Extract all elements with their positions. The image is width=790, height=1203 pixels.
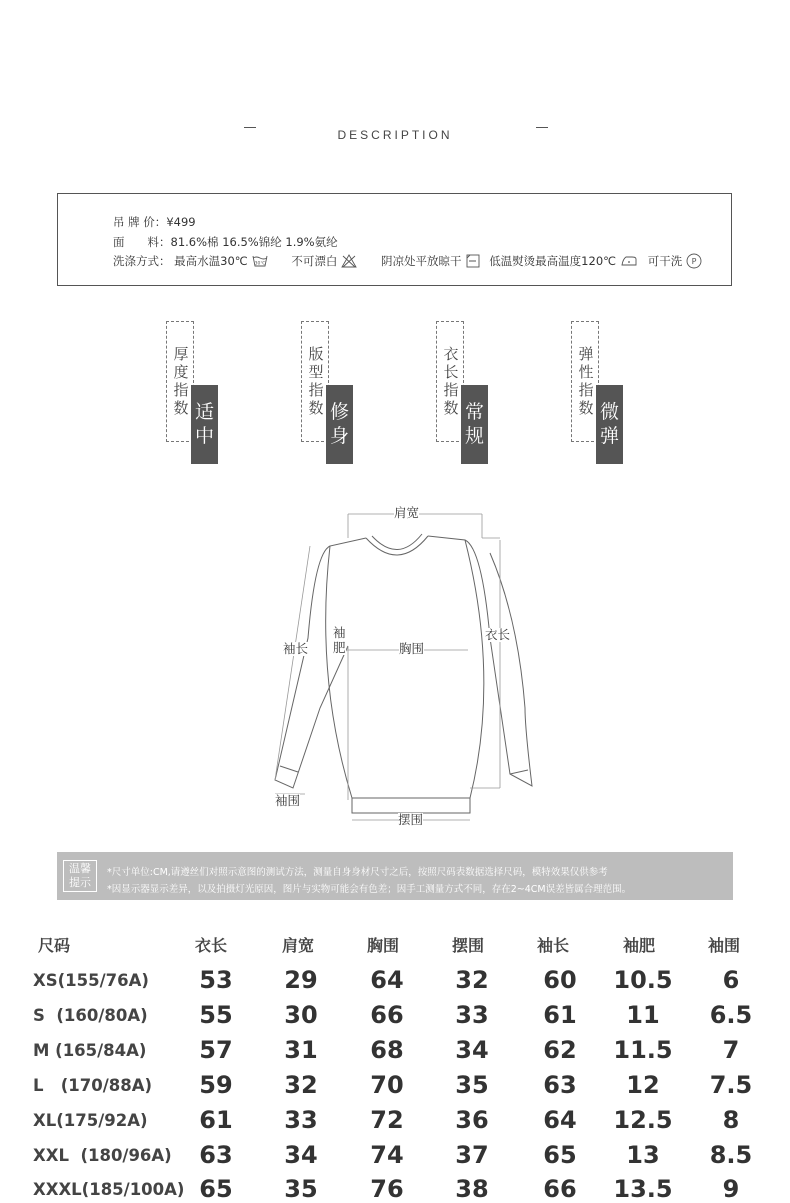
label-sleeve-length: 袖长 — [283, 641, 309, 656]
table-header-bicep: 袖肥 — [623, 936, 656, 955]
table-value-cell: 33 — [284, 1106, 318, 1134]
index-label: 衣长指数 — [443, 345, 459, 417]
table-value-cell: 8 — [722, 1106, 740, 1134]
fabric-label: 面 料： — [113, 235, 171, 249]
table-value-cell: 72 — [370, 1106, 404, 1134]
index-value-box — [191, 385, 218, 464]
index-length — [436, 321, 501, 464]
table-value-cell: 60 — [543, 966, 577, 994]
table-value-cell: 76 — [370, 1175, 404, 1203]
fabric-row — [113, 234, 338, 250]
table-value-cell: 32 — [455, 966, 489, 994]
table-value-cell: 10.5 — [613, 966, 673, 994]
dry-flat-shade-icon — [466, 254, 480, 268]
care-row — [113, 253, 708, 269]
label-shoulder: 肩宽 — [394, 505, 420, 520]
table-value-cell: 66 — [543, 1175, 577, 1203]
iron-low-icon — [620, 255, 638, 267]
label-cuff: 袖围 — [275, 793, 301, 808]
care-text-dryclean: 可干洗 — [647, 254, 683, 268]
table-value-cell: 12.5 — [613, 1106, 673, 1134]
index-value: 适中 — [194, 401, 214, 447]
svg-text:P: P — [691, 257, 697, 266]
table-value-cell: 13 — [626, 1141, 660, 1169]
table-size-cell: XS(155/76A) — [33, 971, 149, 990]
label-bicep-2: 肥 — [333, 640, 346, 655]
care-text-bleach: 不可漂白 — [291, 254, 338, 268]
label-bicep-1: 袖 — [333, 625, 346, 640]
table-value-cell: 61 — [543, 1001, 577, 1029]
index-value-box — [596, 385, 623, 464]
table-value-cell: 38 — [455, 1175, 489, 1203]
table-value-cell: 33 — [455, 1001, 489, 1029]
price-row — [113, 214, 196, 230]
table-header-length: 衣长 — [195, 936, 228, 955]
care-item-dryclean — [648, 253, 709, 269]
care-item-dry — [381, 253, 486, 269]
table-value-cell: 55 — [199, 1001, 233, 1029]
table-value-cell: 74 — [370, 1141, 404, 1169]
table-value-cell: 68 — [370, 1036, 404, 1064]
index-value: 常规 — [464, 401, 484, 447]
table-header-size: 尺码 — [38, 936, 71, 955]
dry-clean-p-icon — [686, 253, 702, 269]
table-value-cell: 64 — [370, 966, 404, 994]
table-value-cell: 35 — [284, 1175, 318, 1203]
table-header-chest: 胸围 — [367, 936, 400, 955]
table-value-cell: 53 — [199, 966, 233, 994]
table-value-cell: 36 — [455, 1106, 489, 1134]
label-chest: 胸围 — [399, 641, 425, 656]
table-value-cell: 64 — [543, 1106, 577, 1134]
index-label: 弹性指数 — [578, 345, 594, 417]
care-label: 洗涤方式： — [113, 254, 171, 268]
table-value-cell: 8.5 — [709, 1141, 753, 1169]
garment-measurement-diagram — [270, 498, 540, 837]
table-value-cell: 34 — [455, 1036, 489, 1064]
label-length: 衣长 — [485, 627, 511, 642]
svg-text:30℃: 30℃ — [254, 261, 266, 267]
table-header-cuff: 袖围 — [708, 936, 741, 955]
index-fit — [301, 321, 366, 464]
table-size-cell: M (165/84A) — [33, 1041, 147, 1060]
table-size-cell: XXL (180/96A) — [33, 1146, 172, 1165]
table-value-cell: 34 — [284, 1141, 318, 1169]
index-value-box — [326, 385, 353, 464]
product-info-box — [57, 193, 732, 286]
table-size-cell: XXXL(185/100A) — [33, 1180, 185, 1199]
tip-badge-line-1: 温馨 — [69, 862, 91, 875]
price-value: ¥499 — [166, 215, 196, 229]
table-header-sleeve-length: 袖长 — [537, 936, 570, 955]
index-thickness — [166, 321, 231, 464]
index-label: 厚度指数 — [173, 345, 189, 417]
table-value-cell: 6.5 — [709, 1001, 753, 1029]
header-dash-right — [536, 127, 548, 128]
tip-line-2: *因显示器显示差异，以及拍摄灯光原因，图片与实物可能会有色差；因手工测量方式不同，存在2~4CM误差皆属合理范围。 — [107, 884, 632, 895]
size-tip-bar — [57, 852, 733, 900]
table-value-cell: 29 — [284, 966, 318, 994]
table-value-cell: 59 — [199, 1071, 233, 1099]
table-value-cell: 57 — [199, 1036, 233, 1064]
table-size-cell: XL(175/92A) — [33, 1111, 148, 1130]
table-value-cell: 13.5 — [613, 1175, 673, 1203]
index-value: 修身 — [329, 401, 349, 447]
fabric-value: 81.6%棉 16.5%锦纶 1.9%氨纶 — [170, 235, 338, 249]
table-value-cell: 9 — [722, 1175, 740, 1203]
table-value-cell: 11 — [626, 1001, 660, 1029]
care-text-dry: 阴凉处平放晾干 — [381, 254, 462, 268]
table-value-cell: 7.5 — [709, 1071, 753, 1099]
table-value-cell: 6 — [722, 966, 740, 994]
table-header-shoulder: 肩宽 — [282, 936, 315, 955]
care-item-wash — [174, 253, 274, 269]
table-value-cell: 7 — [722, 1036, 740, 1064]
wash-30-icon — [252, 255, 268, 267]
table-value-cell: 65 — [543, 1141, 577, 1169]
table-value-cell: 62 — [543, 1036, 577, 1064]
table-value-cell: 65 — [199, 1175, 233, 1203]
tip-badge-line-2: 提示 — [69, 876, 91, 889]
table-value-cell: 70 — [370, 1071, 404, 1099]
table-value-cell: 63 — [543, 1071, 577, 1099]
table-size-cell: S (160/80A) — [33, 1006, 148, 1025]
care-item-iron — [489, 253, 644, 269]
table-header-hem: 摆围 — [452, 936, 485, 955]
table-size-cell: L (170/88A) — [33, 1076, 153, 1095]
table-value-cell: 12 — [626, 1071, 660, 1099]
table-value-cell: 66 — [370, 1001, 404, 1029]
care-text-iron: 低温熨烫最高温度120℃ — [489, 254, 617, 268]
table-value-cell: 35 — [455, 1071, 489, 1099]
care-text-wash: 最高水温30℃ — [174, 254, 248, 268]
index-label: 版型指数 — [308, 345, 324, 417]
table-value-cell: 30 — [284, 1001, 318, 1029]
table-value-cell: 37 — [455, 1141, 489, 1169]
table-value-cell: 63 — [199, 1141, 233, 1169]
index-value-box — [461, 385, 488, 464]
no-bleach-icon — [341, 254, 357, 268]
index-elasticity — [571, 321, 636, 464]
care-item-bleach — [291, 253, 363, 269]
table-value-cell: 11.5 — [613, 1036, 673, 1064]
label-hem: 摆围 — [398, 812, 424, 827]
table-value-cell: 61 — [199, 1106, 233, 1134]
table-value-cell: 31 — [284, 1036, 318, 1064]
tip-line-1: *尺寸单位:CM,请遵丝们对照示意图的测试方法，测量自身身材尺寸之后，按照尺码表数据选择尺码，模特效果仅供参考 — [107, 867, 608, 878]
sweater-outline-drawing — [270, 498, 540, 833]
price-label: 吊 牌 价： — [113, 215, 167, 229]
tip-badge — [63, 860, 97, 892]
section-title: DESCRIPTION — [337, 128, 453, 142]
table-value-cell: 32 — [284, 1071, 318, 1099]
index-value: 微弹 — [599, 401, 619, 447]
